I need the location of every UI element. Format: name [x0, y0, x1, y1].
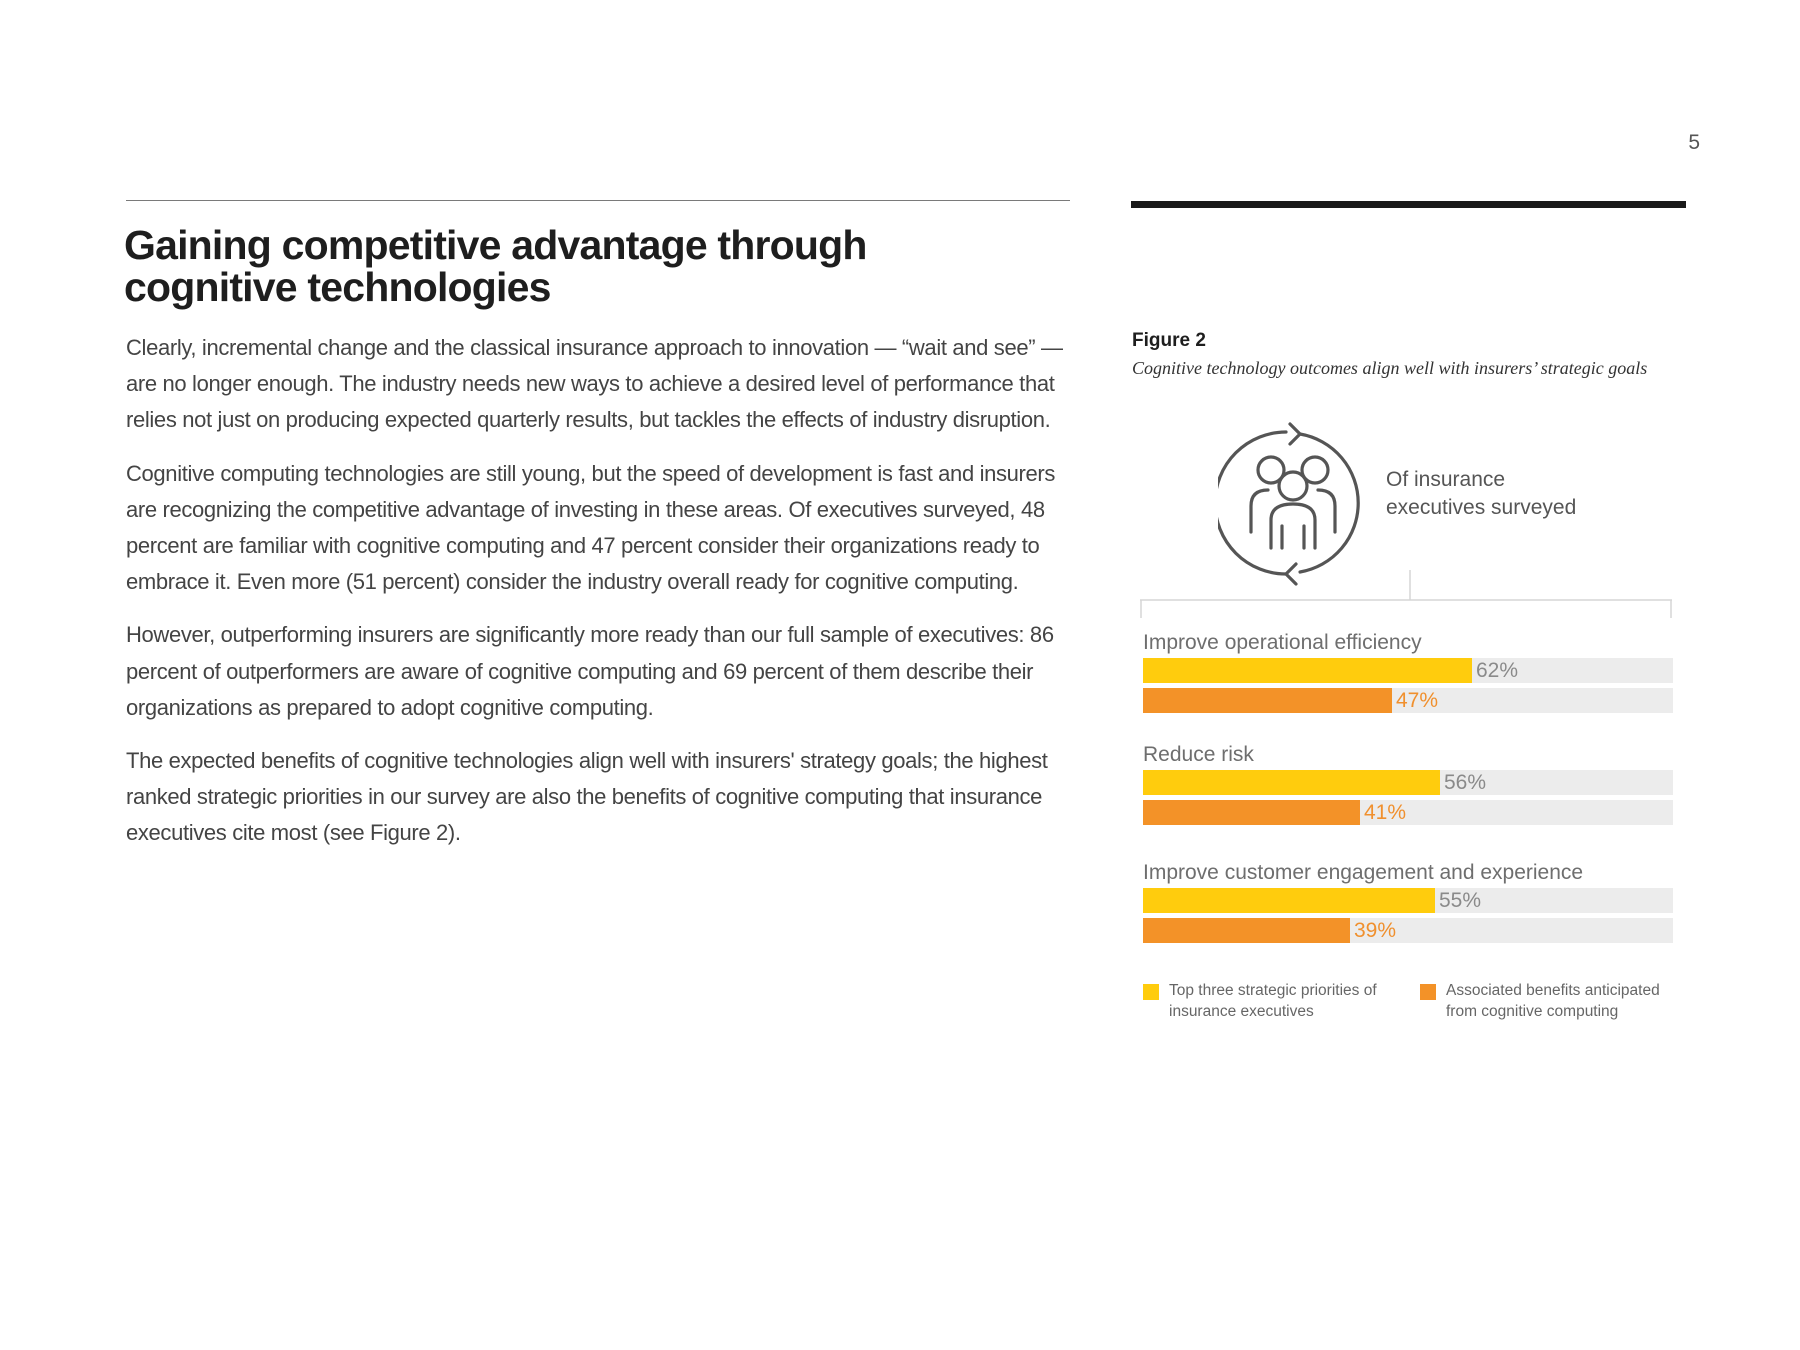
bar-value-label: 47%	[1396, 689, 1439, 712]
figure-label: Figure 2	[1132, 330, 1206, 351]
article-headline	[124, 224, 944, 308]
legend-swatch	[1143, 984, 1159, 1000]
icon-label	[1386, 466, 1576, 522]
bar-group	[1143, 742, 1673, 860]
icon-label-line-1: Of insurance	[1386, 468, 1506, 491]
bar-value-label: 62%	[1476, 659, 1519, 682]
legend-swatch	[1420, 984, 1436, 1000]
headline-line-2: cognitive technologies	[124, 264, 551, 310]
category-label: Improve customer engagement and experience	[1143, 861, 1584, 884]
legend-label: Top three strategic priorities of insurance executives	[1169, 982, 1377, 1020]
bar-value-label: 55%	[1439, 889, 1482, 912]
bar-benefit	[1143, 688, 1392, 713]
section-divider-left	[126, 200, 1070, 201]
bar-row-priorities	[1143, 888, 1673, 913]
bar-row-priorities	[1143, 770, 1673, 795]
category-label: Reduce risk	[1143, 743, 1254, 766]
bar-row-benefits	[1143, 688, 1673, 713]
people-cycle-icon	[1218, 420, 1368, 588]
bar-priority	[1143, 888, 1435, 913]
article-body	[126, 330, 1076, 869]
body-paragraph: However, outperforming insurers are significantly more ready than our full sample of executives: 86 percent of outperformers are aware of cognitive computing and 69 percent of them describe their organizations as prepared to adopt cognitive computing.	[126, 622, 1054, 720]
figure-bracket	[1140, 570, 1672, 618]
page-number: 5	[1688, 131, 1700, 154]
body-paragraph: The expected benefits of cognitive technologies align well with insurers' strategy goals; the highest ranked strategic priorities in our survey are also the benefits of cognitive computing that insurance executives cite most (see Figure 2).	[126, 748, 1048, 846]
legend-label: Associated benefits anticipated from cognitive computing	[1446, 982, 1660, 1020]
headline-line-1: Gaining competitive advantage through	[124, 222, 867, 268]
bar-priority	[1143, 658, 1472, 683]
bar-value-label: 56%	[1444, 771, 1487, 794]
icon-label-line-2: executives surveyed	[1386, 496, 1577, 519]
bar-priority	[1143, 770, 1440, 795]
bar-row-benefits	[1143, 918, 1673, 943]
bar-benefit	[1143, 918, 1350, 943]
figure-caption: Cognitive technology outcomes align well with insurers’ strategic goals	[1132, 358, 1648, 378]
body-paragraph: Clearly, incremental change and the classical insurance approach to innovation — “wait and see” —are no longer enough. The industry needs new ways to achieve a desired level of performance that relies not just on producing expected quarterly results, but tackles the effects of industry disruption.	[126, 335, 1063, 433]
benefits-bar-chart	[1143, 630, 1673, 948]
bar-group	[1143, 860, 1673, 943]
bar-benefit	[1143, 800, 1360, 825]
body-paragraph: Cognitive computing technologies are still young, but the speed of development is fast and insurers are recognizing the competitive advantage of investing in these areas. Of executives surveyed, 48 percent are familiar with cognitive computing and 47 percent consider their organizations ready to embrace it. Even more (51 percent) consider the industry overall ready for cognitive computing.	[126, 460, 1056, 595]
bar-value-label: 41%	[1364, 801, 1407, 824]
category-label: Improve operational efficiency	[1143, 631, 1422, 654]
bar-row-priorities	[1143, 658, 1673, 683]
bar-value-label: 39%	[1354, 919, 1397, 942]
bar-row-benefits	[1143, 800, 1673, 825]
section-divider-right	[1131, 201, 1686, 208]
bar-group	[1143, 630, 1673, 742]
